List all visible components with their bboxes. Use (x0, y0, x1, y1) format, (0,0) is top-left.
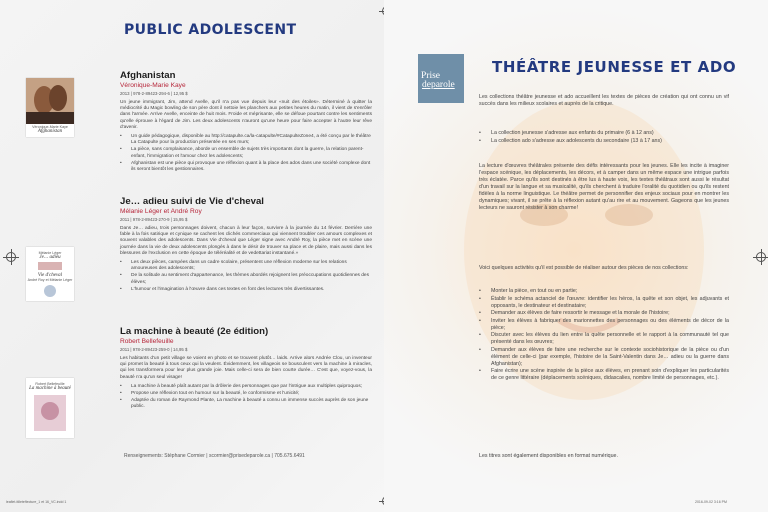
bullet-item: • La pièce, sans complaisance, aborde un ensemble de sujets très importants dont la guerre, la relation parent-enfant, l'immigration et l'amour chez les adolescents; (120, 147, 372, 159)
logo-line-2: deparole (422, 80, 455, 90)
cover-author: Robert Bellefeuille (35, 382, 65, 386)
contact-info: Renseignements: Stéphane Cormier | scormier@prisedeparole.ca | 705.675.6491 (124, 453, 305, 459)
book-meta: 2013 | 978-2-89423-294-6 | 12,95 $ (120, 91, 188, 96)
activity-item: • Monter la pièce, en tout ou en partie; (479, 288, 729, 295)
book-bullets (120, 260, 372, 293)
cover-title: Afghanistan (37, 129, 63, 134)
bullet-item: • Les deux pièces, campées dans un cadre scolaire, présentent une réflexion moderne sur les relations amoureuses des adolescents; (120, 260, 372, 272)
activities-intro (479, 265, 729, 272)
cover-title: La machine à beauté (29, 386, 71, 391)
section-title: PUBLIC ADOLESCENT (124, 22, 297, 38)
print-slug-date: 2016-09-02 3:16 PM (695, 500, 727, 504)
activity-item: • Faire écrire une scène inspirée de la pièce aux élèves, en prenant soin d'expliquer les particularités de ce genre littéraire (déplacements scéniques, didascalies, nombre limité de personnages, etc.). (479, 368, 729, 382)
cover-author-second: André Roy et Mélanie Léger (27, 278, 73, 282)
activity-item: • Établir le schéma actanciel de l'œuvre: identifier les héros, la quête et son objet, les adjuvants et opposants, le destinateur et destinataire; (479, 296, 729, 310)
logo-line-1: Prise (421, 71, 440, 81)
bullet-item: • Un guide pédagogique, disponible au http://catapulte.ca/la-catapulte/#CatapulteZone4, a été conçu par le théâtre La Catapulte pour la production présentée en ses murs; (120, 134, 372, 146)
book-author: Véronique-Marie Kaye (120, 82, 186, 89)
book-summary: Dans Je… adieu, trois personnages doivent, chacun à leur façon, survivre à la journée du 14 février. Derrière une fable à la fois satirique et cynique se cachent les clichés commerciaux qui viennent troubler ces amours complexes et souvent valables des adolescents. Dans Vie d'cheval que Léger signe avec André Roy, la pièce met en scène une journée dans la vie de deux adolescents plongés à dans le désir de trouver sa place et de plaire, mais aussi dans les blessures de l'exclusion en cette époque de téléréalité et de vedettariat instantané.» (120, 226, 372, 256)
book-title: La machine à beauté (2e édition) (120, 326, 269, 337)
reading-text: La lecture d'œuvres théâtrales présente des défis intéressants pour les jeunes. Elle les incite à imaginer l'espace scénique, les déplacements, les décors, et à camper dans un même espace une intrigue parfois très éclatée. Parce qu'ils sont destinés à être lus à haute voix, les textes théâtraux sont aussi le résultat d'un travail sur la langue et sa musicalité, qu'ils cherchent à traduire l'oralité du quotidien ou qu'ils restent fidèles à la norme linguistique. Le théâtre permet de personnifier des enjeux sociaux pour en montrer les dynamiques; vivant, il se prête à la réflexion autant qu'au rire et au mouvement. Gageons que les jeunes lecteurs ne sauront résister à son charme! (479, 163, 729, 211)
intro-paragraph (479, 94, 729, 108)
book-entry-afghanistan (120, 70, 372, 174)
book-author: Robert Bellefeuille (120, 338, 174, 345)
cover-graphic-illustration (26, 260, 74, 272)
activities-intro-text: Voici quelques activités qu'il est possible de réaliser autour des pièces de nos collections: (479, 265, 689, 271)
book-meta: 2011 | 978-2-89423-259-0 | 14,95 $ (120, 347, 188, 352)
page-title: THÉÂTRE JEUNESSE ET ADO (492, 58, 737, 76)
closing-note (479, 453, 729, 460)
book-title: Afghanistan (120, 70, 176, 81)
book-title: Je… adieu suivi de Vie d'cheval (120, 196, 264, 207)
activity-item: • Discuter avec les élèves du lien entre la quête personnelle et le rapport à la communauté tel que présenté dans les œuvres; (479, 332, 729, 346)
book-bullets (120, 384, 372, 411)
publisher-logo (418, 54, 464, 103)
bullet-item: • De la solitude au sentiment d'appartenance, les thèmes abordés rejoignent les préoccupations quotidiennes des élèves; (120, 273, 372, 285)
cover-title: Je… adieu (39, 255, 61, 260)
book-entry-je-adieu (120, 196, 372, 294)
book-author: Mélanie Léger et André Roy (120, 208, 202, 215)
bullet-item: • Propose une réflexion tout en humour sur la beauté, le conformisme et l'unicité; (120, 391, 372, 397)
book-cover-je-adieu (26, 247, 74, 301)
activity-item: • Demander aux élèves de faire une recherche sur le contexte sociohistorique de la pièce ou d'un élément de celle-ci (par exemple, l'histoire de la Saint-Valentin dans Je… adieu ou la guerre dans Afghanistan); (479, 347, 729, 368)
cover-author: Mélanie Léger (38, 251, 62, 255)
closing-text: Les titres sont également disponibles en format numérique. (479, 453, 618, 459)
cover-title-second: Vie d'cheval (37, 273, 63, 278)
intro-text: Les collections théâtre jeunesse et ado accueillent les textes de pièces de création qui ont connu un vif succès dans les milieux scolaires et auprès de la critique. (479, 94, 729, 107)
reading-paragraph (479, 163, 729, 212)
bullet-item: • Adaptée du roman de Raymond Plante, La machine à beauté a connu un immense succès auprès de son jeune public. (120, 398, 372, 410)
bullet-item: • L'humour et l'imagination à l'œuvre dans ces textes en font des lectures très divertissantes. (120, 287, 372, 293)
book-bullets (120, 134, 372, 173)
print-slug: leaflet-ttlleteflecture_1 et 16_VC.indd 1 (6, 500, 67, 504)
collection-item: • La collection ado s'adresse aux adolescents du secondaire (13 à 17 ans) (479, 138, 729, 145)
book-summary: Un jeune immigrant, Jim, attend Avelle, qu'il n'a pas vue depuis leur «nuit des étoiles». Déterminé à quitter la médiocrité du Magic bowling de son père dont il nettoie les planchers aux petites heures du matin, il vient de s'enrôler dans l'armée. Arrive Avelle, enceinte de huit mois. Froide et méprisante, elle se défoue pourtant contre les sentiments qu'elle éprouve à l'égard de Jim. Les deux adolescents n'auront qu'une heure pour faire accepter à l'autre leur rêve d'avenir. (120, 100, 372, 130)
book-cover-afghanistan (26, 78, 74, 137)
collection-item: • La collection jeunesse s'adresse aux enfants du primaire (6 à 12 ans) (479, 130, 729, 137)
bullet-item: • Afghanistan est une pièce qui provoque une réflexion quant à la place des ados dans une société complexe dont ils seront bientôt les gestionnaires. (120, 161, 372, 173)
registration-mark-icon (756, 252, 766, 262)
collections-list (479, 130, 729, 145)
bullet-item: • La machine à beauté plaît autant par la drôlerie des personnages que par l'intrigue aux multiples quiproquos; (120, 384, 372, 390)
cover-author: Véronique-Marie Kaye (32, 125, 68, 129)
activity-item: • Demander aux élèves de faire ressortir le message et la morale de l'histoire; (479, 310, 729, 317)
book-summary: Les habitants d'un petit village se voient en photo et se trouvent plutôt… laids. Arrive alors Andrée Clou, un inventeur qui promet la beauté à tous ceux qui la veulent. Évidemment, les villageois se bousculent vers la machine à miracles, qui les transformera pour leur plus grande joie. Mais celle-ci sera de bien courte durée… C'est que, voyez-vous, la beauté n'a qu'un seul visage! (120, 356, 372, 380)
registration-mark-icon (6, 252, 16, 262)
cover-photo-illustration (26, 78, 74, 124)
cover-illustration (26, 391, 74, 437)
activities-list (479, 288, 729, 383)
book-meta: 2011 | 978-2-89423-270-9 | 15,95 $ (120, 217, 188, 222)
book-entry-machine-a-beaute (120, 326, 372, 412)
book-cover-machine-a-beaute (26, 378, 74, 438)
activity-item: • Inviter les élèves à fabriquer des marionnettes des personnages ou des éléments de décor de la pièce; (479, 318, 729, 332)
